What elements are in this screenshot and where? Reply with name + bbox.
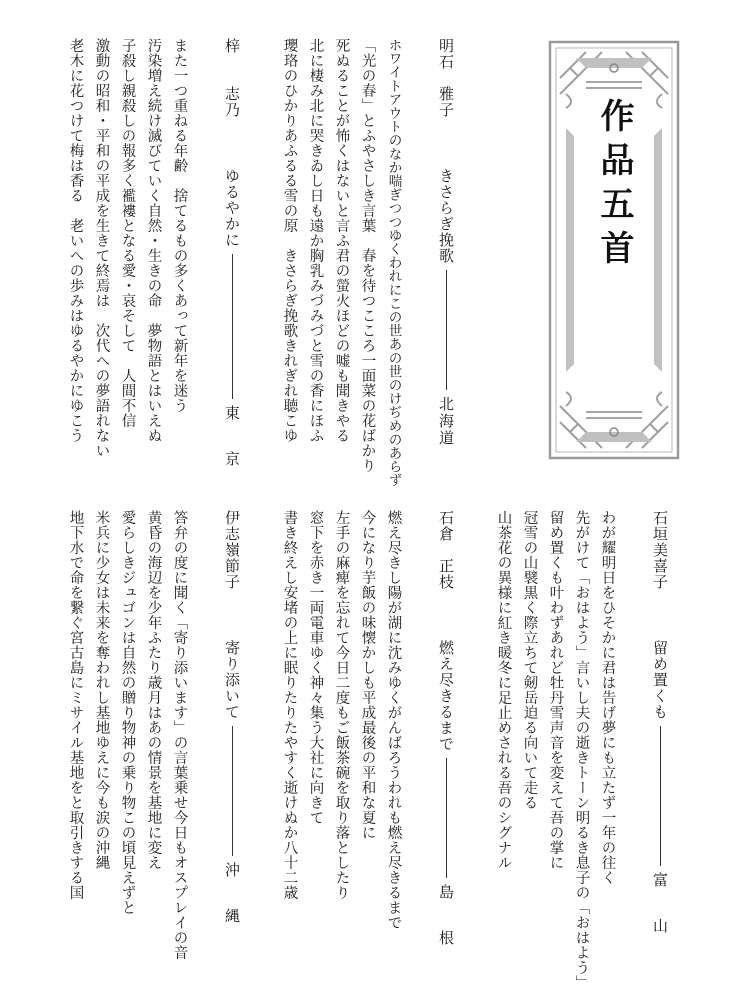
title-row-azusa bbox=[223, 168, 241, 474]
title-row-ishigaki bbox=[652, 640, 667, 940]
poem-line: 燃え尽きし陽が湖に沈みゆくがんばろうわれも燃え尽きるまで bbox=[385, 510, 402, 930]
poem-line: 留め置くも叶わずあれど牡丹雪声音を変えて吾の掌に bbox=[547, 510, 564, 870]
poem-line: 子殺し親殺しの報多く襤褸となる愛・哀そして 人間不信 bbox=[119, 38, 136, 428]
dash-rule bbox=[446, 270, 447, 390]
poem-line: 今になり芋飯の味懐かしも平成最後の平和な夏に bbox=[359, 510, 376, 840]
author-ishigaki: 石垣美喜子 bbox=[651, 510, 669, 590]
poem-line: 山茶花の異様に紅き暖冬に足止めされる吾のシグナル bbox=[495, 510, 512, 870]
dash-rule bbox=[660, 726, 661, 866]
poem-line: 瓔珞のひかりあふるる雪の原 きさらぎ挽歌きれぎれ聴こゆ bbox=[281, 38, 298, 443]
poem-line: ホワイトアウトのなか喘ぎつつゆくわれにこの世あの世のけぢめのあらず bbox=[385, 38, 402, 487]
page-heading: 作品五首 bbox=[594, 98, 634, 274]
poem-region: 富 山 bbox=[651, 872, 669, 941]
dash-rule bbox=[446, 758, 447, 878]
poem-line: 米兵に少女は未来を奪われし基地ゆえに今も涙の沖縄 bbox=[93, 510, 110, 870]
author-ishiminesetsuko: 伊志嶺節子 bbox=[223, 510, 241, 590]
poem-line: 左手の麻痺を忘れて今日二度もご飯茶碗を取り落としたり bbox=[333, 510, 350, 900]
author-akashi: 明石 雅子 bbox=[437, 38, 455, 118]
poem-line: 愛らしきジュゴンは自然の贈り物神の乗り物この頃見えずと bbox=[119, 510, 136, 915]
poem-title: 留め置くも bbox=[651, 640, 669, 720]
poem-region: 沖 縄 bbox=[223, 862, 241, 931]
author-ishikura: 石倉 正枝 bbox=[437, 510, 455, 590]
poem-line: 書き終えし安堵の上に眠りたりたやすく逝けぬか八十二歳 bbox=[281, 510, 298, 900]
poem-title: きさらぎ挽歌 bbox=[437, 168, 455, 264]
poem-line: わが耀明日をひそかに君は告げ夢にも立たず一年の往く bbox=[599, 510, 616, 885]
author-azusa: 梓 志乃 bbox=[223, 38, 241, 118]
title-row-akashi bbox=[438, 168, 453, 458]
poem-line: 老木に花つけて梅は香る 老いへの歩みはゆるやかにゆこう bbox=[67, 38, 84, 443]
poem-title: 寄り添いて bbox=[223, 640, 241, 720]
poem-region: 東 京 bbox=[223, 405, 241, 474]
poem-region: 北海道 bbox=[437, 396, 455, 447]
poem-line: 答弁の度に聞く「寄り添います」の言葉乗せ今日もオスプレイの音 bbox=[171, 510, 188, 960]
poem-line: 汚染増え続け滅びていく自然・生きの命 夢物語とはいえぬ bbox=[145, 38, 162, 443]
dash-rule bbox=[232, 254, 233, 399]
poem-line: 先がけて「おはよう」言いし夫の逝きトーン明るき息子の「おはよう」 bbox=[573, 510, 590, 990]
poem-line: 地下水で命を繋ぐ宮古島にミサイル基地をと取引きする国 bbox=[67, 510, 84, 900]
title-row-ishiminesetsuko bbox=[224, 640, 239, 940]
poem-region: 島 根 bbox=[437, 884, 455, 953]
poem-line: 北に棲み北に哭きゐし日も遠か胸乳みづみづと雪の香にほふ bbox=[307, 38, 324, 443]
poem-line: また一つ重ねる年齢 捨てるもの多くあって新年を迷う bbox=[171, 38, 188, 413]
poem-title: ゆるやかに bbox=[223, 168, 241, 248]
poem-line: 激動の昭和・平和の平成を生きて終焉は 次代への夢語れない bbox=[93, 38, 110, 458]
poem-title: 燃え尽きるまで bbox=[437, 640, 455, 752]
dash-rule bbox=[232, 726, 233, 856]
poem-line: 窓下を赤き一両電車ゆく神々集う大社に向きて bbox=[307, 510, 324, 825]
poem-line: 冠雪の山襞黒く際立ちて剱岳迫る向いて走る bbox=[521, 510, 538, 810]
poem-line: 黄昏の海辺を少年ふたり歳月はあの情景を基地に変え bbox=[145, 510, 162, 870]
poem-line: 死ぬることが怖くはないと言ふ君の螢火ほどの嘘も聞きやる bbox=[333, 38, 350, 443]
title-row-ishikura bbox=[437, 640, 455, 953]
poem-line: 「光の春」とふやさしき言葉 春を待つこころ一面菜の花ばかり bbox=[359, 38, 376, 473]
